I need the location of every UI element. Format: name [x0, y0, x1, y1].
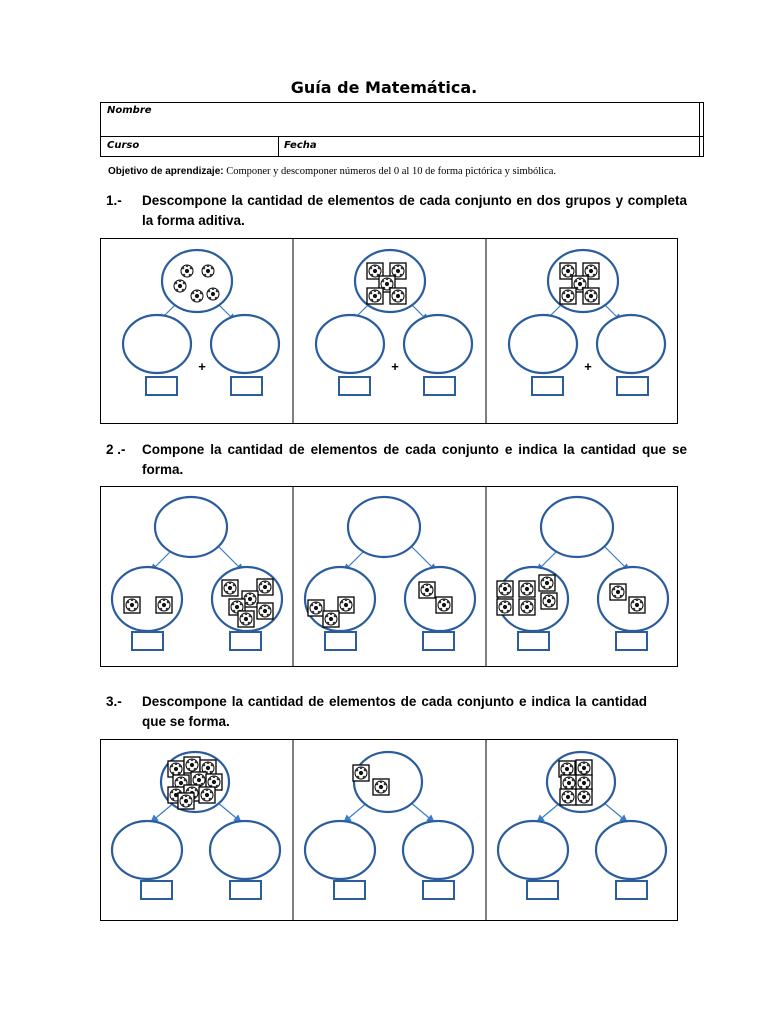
page-title: Guía de Matemática. [290, 78, 478, 97]
right-set-ellipse [210, 821, 280, 879]
objective-label: Objetivo de aprendizaje: [108, 166, 224, 177]
left-set-ellipse [112, 821, 182, 879]
answer-box-left[interactable] [338, 376, 371, 396]
soccer-ball-icon [367, 288, 383, 304]
answer-box-left[interactable] [517, 631, 550, 651]
right-set-ellipse [596, 821, 666, 879]
answer-box-left[interactable] [131, 631, 164, 651]
student-info-table [100, 102, 704, 157]
soccer-ball-icon [199, 787, 215, 803]
answer-box-right[interactable] [422, 631, 455, 651]
soccer-ball-icon [497, 599, 513, 615]
answer-box-left[interactable] [145, 376, 178, 396]
soccer-ball-icon [541, 593, 557, 609]
soccer-ball-icon [576, 789, 592, 805]
soccer-ball-icon [560, 288, 576, 304]
answer-box-right[interactable] [229, 631, 262, 651]
exercise-1-text: Descompone la cantidad de elementos de cada conjunto en dos grupos y completa la forma aditiva. [142, 193, 687, 228]
soccer-ball-icon [583, 288, 599, 304]
answer-box-right[interactable] [615, 880, 648, 900]
soccer-ball-icon [610, 584, 626, 600]
exercise-2-text: Compone la cantidad de elementos de cada conjunto e indica la cantidad que se forma. [142, 442, 687, 477]
right-set-ellipse [597, 315, 665, 373]
soccer-ball-icon [373, 779, 389, 795]
soccer-ball-icon [238, 611, 254, 627]
name-row[interactable] [101, 103, 703, 137]
exercise-2-number: 2 .- [106, 442, 126, 457]
left-set-ellipse [498, 821, 568, 879]
answer-box-left[interactable] [140, 880, 173, 900]
top-set-ellipse [162, 250, 232, 312]
answer-box-right[interactable] [423, 376, 456, 396]
soccer-ball-icon [124, 597, 140, 613]
soccer-ball-icon [338, 597, 354, 613]
name-label: Nombre [107, 105, 152, 116]
soccer-ball-icon [202, 264, 214, 277]
soccer-ball-icon [539, 575, 555, 591]
exercise-3-panel [100, 739, 678, 921]
soccer-ball-icon [353, 765, 369, 781]
plus-sign: + [584, 359, 592, 374]
soccer-ball-icon [323, 611, 339, 627]
table-border-double [699, 103, 700, 156]
result-set-ellipse [155, 497, 227, 557]
result-set-ellipse [541, 497, 613, 557]
course-label: Curso [107, 140, 140, 151]
arrow-icon [217, 802, 241, 822]
exercise-3-text: Descompone la cantidad de elementos de cada conjunto e indica la cantidad que se forma. [142, 694, 647, 729]
answer-box-right[interactable] [422, 880, 455, 900]
course-date-row [101, 136, 703, 157]
answer-box-left[interactable] [324, 631, 357, 651]
soccer-ball-icon [576, 760, 592, 776]
column-divider [278, 136, 279, 157]
soccer-ball-icon [257, 579, 273, 595]
answer-box-left[interactable] [531, 376, 564, 396]
soccer-ball-icon [191, 289, 203, 302]
right-set-ellipse [211, 315, 279, 373]
soccer-ball-icon [184, 757, 200, 773]
soccer-ball-icon [560, 789, 576, 805]
soccer-ball-icon [181, 264, 193, 277]
soccer-ball-icon [178, 793, 194, 809]
soccer-ball-icon [222, 580, 238, 596]
soccer-ball-icon [497, 581, 513, 597]
date-label: Fecha [284, 140, 317, 151]
exercise-1-number: 1.- [106, 193, 122, 208]
soccer-ball-icon [308, 600, 324, 616]
exercise-3-heading [106, 692, 686, 734]
soccer-ball-icon [629, 597, 645, 613]
left-set-ellipse [316, 315, 384, 373]
learning-objective [108, 166, 668, 178]
exercise-1-heading [106, 191, 686, 233]
arrow-icon [410, 802, 434, 822]
result-set-ellipse [348, 497, 420, 557]
plus-sign: + [391, 359, 399, 374]
soccer-ball-icon [519, 599, 535, 615]
soccer-ball-icon [207, 287, 219, 300]
left-set-ellipse [509, 315, 577, 373]
soccer-ball-icon [519, 581, 535, 597]
answer-box-right[interactable] [615, 631, 648, 651]
arrow-icon [603, 802, 627, 822]
answer-box-left[interactable] [333, 880, 366, 900]
soccer-ball-icon [156, 597, 172, 613]
left-set-ellipse [305, 821, 375, 879]
answer-box-right[interactable] [616, 376, 649, 396]
soccer-ball-icon [436, 597, 452, 613]
plus-sign: + [198, 359, 206, 374]
exercise-3-number: 3.- [106, 694, 122, 709]
left-set-ellipse [123, 315, 191, 373]
soccer-ball-icon [390, 288, 406, 304]
exercise-2-panel [100, 486, 678, 667]
soccer-ball-icon [174, 279, 186, 292]
right-set-ellipse [404, 315, 472, 373]
exercise-1-panel [100, 238, 678, 424]
answer-box-left[interactable] [526, 880, 559, 900]
soccer-ball-icon [419, 582, 435, 598]
objective-text: Componer y descomponer números del 0 al 10 de forma pictórica y simbólica. [226, 166, 557, 177]
answer-box-right[interactable] [230, 376, 263, 396]
exercise-2-heading [106, 440, 686, 482]
answer-box-right[interactable] [229, 880, 262, 900]
soccer-ball-icon [257, 603, 273, 619]
right-set-ellipse [403, 821, 473, 879]
